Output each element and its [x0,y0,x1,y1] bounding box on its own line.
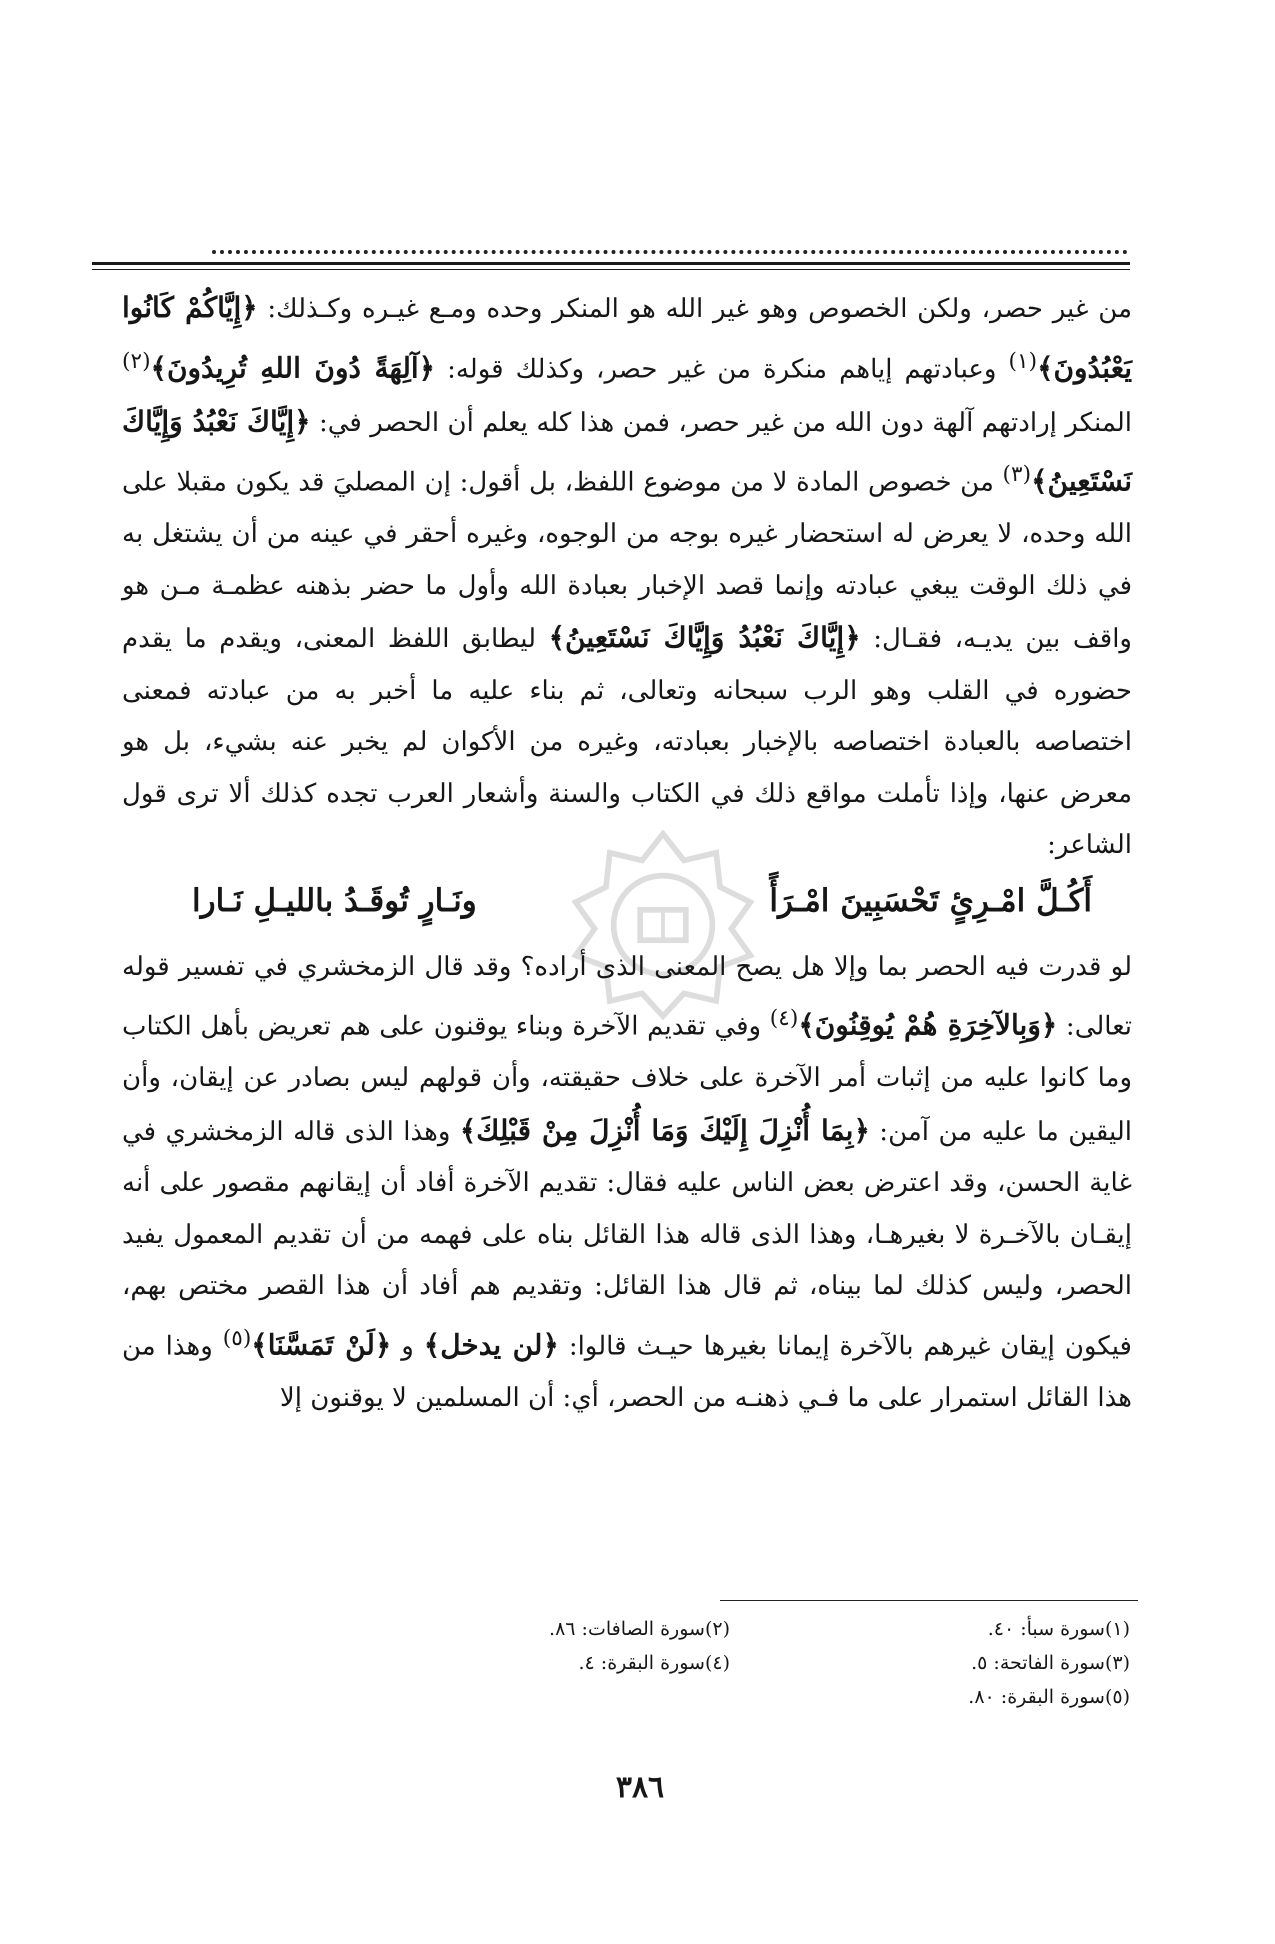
header-dotted-divider [212,250,1128,254]
paragraph-2 [122,942,1132,1425]
footnote-ref: (٥) [222,1325,252,1351]
text-segment: و [391,1331,424,1362]
poem-verse [122,874,1132,928]
text-segment: وفي تقديم الآخرة وبناء يوقنون على هم تعريض بأهل الكتاب وما كانوا عليه من إثبات أمر الآخرة على خلاف حقيقته، وأن قولهم ليس بصادر عن إيقان، وأن اليقين ما عليه من آمن: [122,1011,1133,1147]
quran-quote: ﴿آلِهَةً دُونَ اللهِ تُرِيدُونَ﴾ [150,351,436,385]
footnote-5: (٥)سورة البقرة: ٨٠. [968,1686,1130,1708]
footnote-ref: (٣) [1002,462,1032,488]
quran-quote: ﴿لن يدخل﴾ [423,1328,559,1362]
quran-quote: ﴿لَنْ تَمَسَّنَا﴾ [251,1328,392,1362]
footnote-4: (٤)سورة البقرة: ٤. [578,1652,730,1674]
text-segment: من غير حصر، ولكن الخصوص وهو غير الله هو المنكر وحده ومـع غيـره وكـذلك: [257,294,1132,324]
footnote-1: (١)سورة سبأ: ٤٠. [987,1618,1130,1640]
poem-hemistich-left: ونَـارٍ تُوقَـدُ بالليـلِ نَـارا [192,882,477,919]
text-segment: وعبادتهم إياهم منكرة من غير حصر، وكذلك قوله: [435,354,1009,385]
footnote-ref: (١) [1008,348,1038,374]
quran-quote: ﴿بِمَا أُنْزِلَ إِلَيْكَ وَمَا أُنْزِلَ مِنْ قَبْلِكَ﴾ [459,1113,870,1147]
footnote-ref: (٢) [122,348,151,374]
footnote-divider [720,1600,1138,1601]
quran-quote: ﴿إِيَّاكَ نَعْبُدُ وَإِيَّاكَ نَسْتَعِينُ﴾ [548,621,861,655]
text-segment: ليطابق اللفظ المعنى، ويقدم ما يقدم حضوره في القلب وهو الرب سبحانه وتعالى، ثم بناء عليه ما أخبر به من عبادته فمعنى اختصاصه بالعبادة اختصاصه بالإخبار بعبادته، وغيره من الأكوان لم يخبر عنه بشيء، بل هو معرض عنها، وإذا تأملت مواقع ذلك في الكتاب والسنة وأشعار العرب تجده كذلك ألا ترى قول الشاعر: [122,624,1132,861]
footnote-row [330,1646,1130,1680]
text-segment: وهذا الذى قاله الزمخشري في غاية الحسن، وقد اعترض بعض الناس عليه فقال: تقديم الآخرة أفاد أن إيقانهم مقصور على أنه إيقـان بالآخـرة لا بغيرهـا، وهذا الذى قاله هذا القائل بناه على فهمه من أن تقديم المعمول يفيد الحصر، وليس كذلك لما بيناه، ثم قال هذا القائل: وتقديم هم أفاد أن هذا القصر مختص بهم، فيكون إيقان غيرهم بالآخرة إيمانا بغيرها حيـث قالوا: [122,1116,1132,1362]
text-segment: من خصوص المادة لا من موضوع اللفظ، بل أقول: إن المصليَ قد يكون مقبلا على الله وحده، لا يعرض له استحضار غيره بوجه من الوجوه، وغيره أحقر في عينه من أن يشتغل به في ذلك الوقت يبغي عبادته وإنما قصد الإخبار بعبادة الله وأول ما حضر بذهنه عظمـة مـن هو واقف بين يديـه، فقـال: [122,467,1132,655]
header-rule-thin [92,269,1130,270]
footnote-3: (٣)سورة الفاتحة: ٥. [971,1652,1130,1674]
footnote-ref: (٤) [769,1006,799,1032]
text-segment: لو قدرت فيه الحصر بما وإلا هل يصح المعنى الذى أراده؟ وقد قال الزمخشري في تفسير قوله تعالى: [122,951,1132,1042]
main-text [122,282,1132,1425]
quran-quote: ﴿وَبِالآخِرَةِ هُمْ يُوقِنُونَ﴾ [798,1008,1058,1042]
poem-hemistich-right: أَكُـلَّ امْـرِئٍ تَحْسَبِينَ امْـرَأً [769,882,1092,919]
footnotes [330,1612,1130,1714]
text-segment: المنكر إرادتهم آلهة دون الله من غير حصر، فمن هذا كله يعلم أن الحصر في: [310,407,1132,438]
page-number: ٣٨٦ [615,1770,665,1805]
quran-quote: ﴿إِيَّاكُمْ كَانُوا يَعْبُدُونَ﴾ [122,291,1132,385]
footnote-2: (٢)سورة الصافات: ٨٦. [549,1618,730,1640]
quran-quote: ﴿إِيَّاكَ نَعْبُدُ وَإِيَّاكَ نَسْتَعِينُ﴾ [122,404,1132,498]
header-rule-thick [92,262,1130,265]
footnote-row [330,1612,1130,1646]
footnote-row [330,1680,1130,1714]
paragraph-1 [122,282,1132,872]
text-segment: وهذا من هذا القائل استمرار على ما فـي ذهنـه من الحصر، أي: أن المسلمين لا يوقنون إلا [122,1331,1132,1414]
